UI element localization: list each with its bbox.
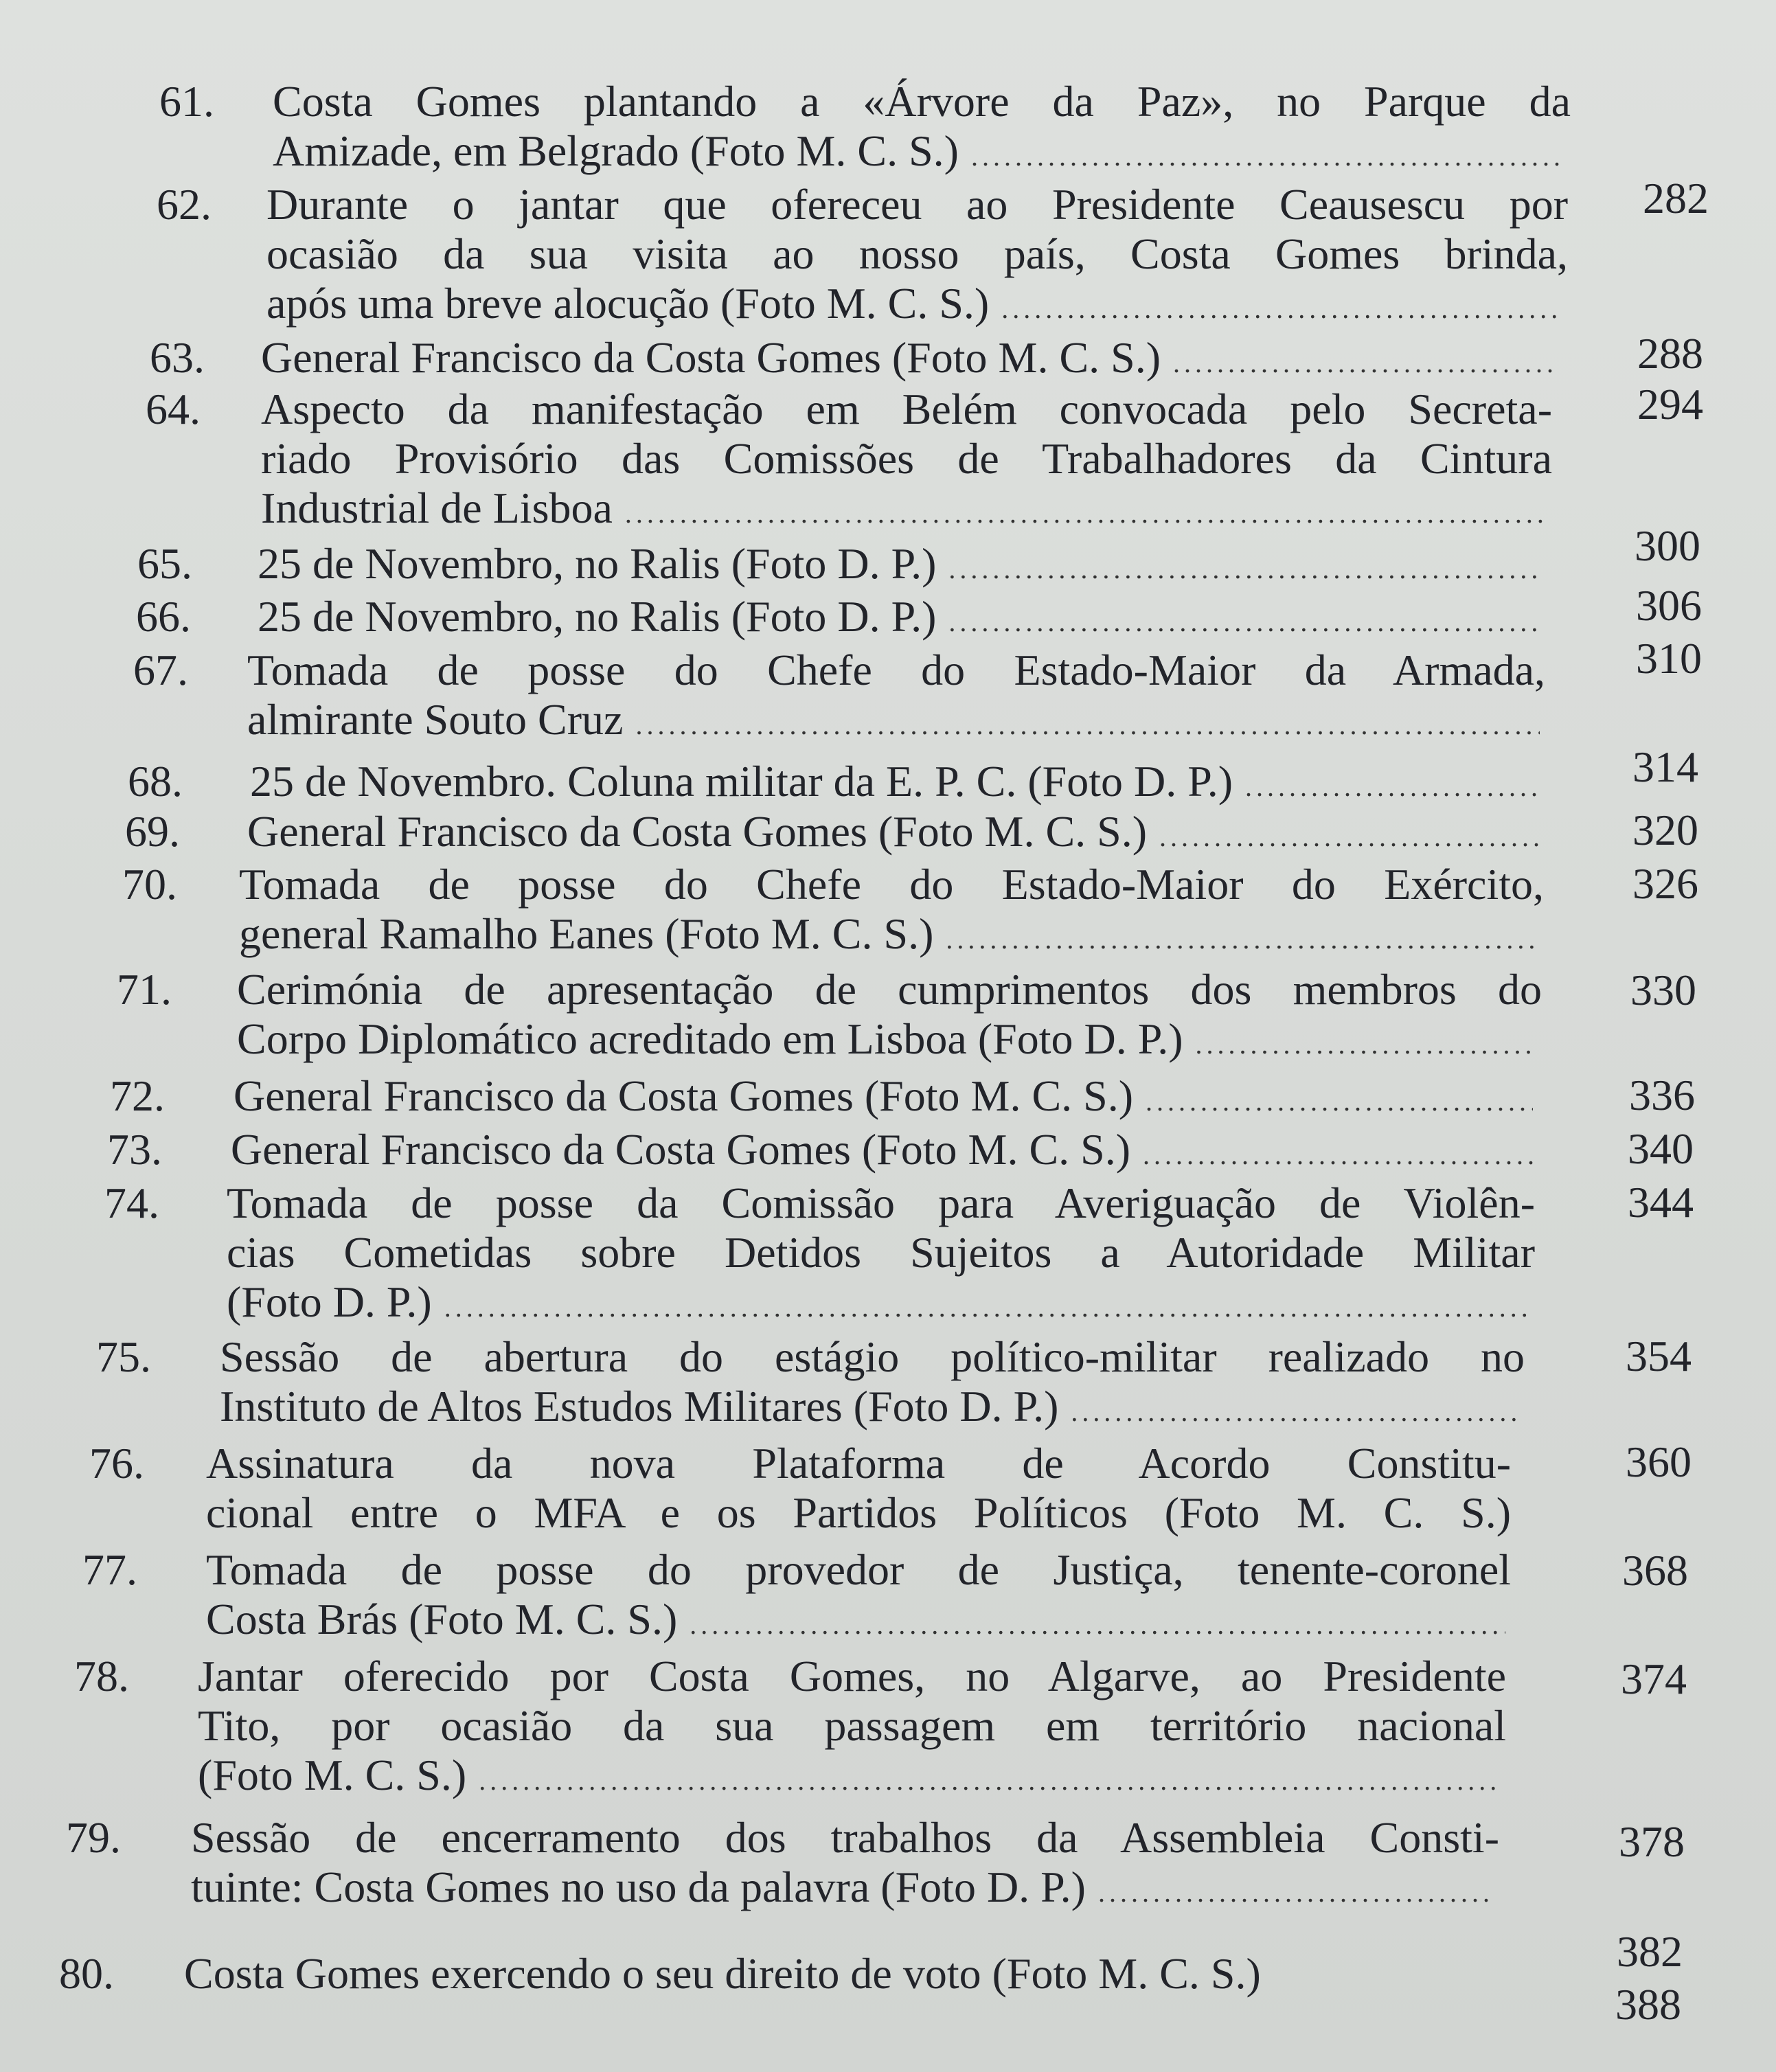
- caption-line: (Foto D. P.) .....: [227, 1277, 1535, 1327]
- entry-caption: [231, 1125, 1539, 1174]
- leader-dots: [690, 1600, 1505, 1650]
- caption-line: 25 de Novembro, no Ralis (Foto D. P.) .....: [258, 592, 1549, 641]
- leader-dots: [444, 1283, 1529, 1332]
- entry-number: 70.: [122, 860, 177, 909]
- caption-line: Amizade, em Belgrado (Foto M. C. S.) .....: [273, 126, 1571, 176]
- caption-line: Sessão de abertura do estágio político-militar realizado no: [220, 1332, 1525, 1381]
- index-entry-71: [117, 965, 1545, 1068]
- entry-number: 63.: [150, 333, 205, 382]
- index-entry-72: [110, 1071, 1538, 1123]
- leader-dots: [479, 1756, 1501, 1806]
- page-number: 368: [1622, 1546, 1688, 1595]
- leader-dots: [625, 489, 1547, 538]
- page-number: 294: [1637, 380, 1703, 429]
- caption-line: Sessão de encerramento dos trabalhos da Assembleia Consti-: [191, 1813, 1499, 1862]
- index-entry-78: [74, 1652, 1506, 1803]
- entry-number: 67.: [133, 646, 188, 694]
- page-number: 378: [1619, 1817, 1685, 1866]
- leader-dots: [1146, 1077, 1533, 1126]
- entry-caption: [266, 180, 1568, 328]
- caption-line: Tito, por ocasião da sua passagem em território nacional: [198, 1701, 1506, 1750]
- index-entry-68: [128, 757, 1556, 808]
- page-number: 310: [1636, 634, 1702, 683]
- page-number: 354: [1626, 1332, 1692, 1380]
- caption-line: Corpo Diplomático acreditado em Lisboa (Foto D. P.) .....: [237, 1014, 1542, 1064]
- entry-number: 61.: [159, 77, 214, 126]
- entry-number: 80.: [59, 1949, 114, 1998]
- entry-number: 76.: [89, 1439, 144, 1488]
- index-entry-62: [157, 180, 1585, 331]
- caption-line: Tomada de posse do Chefe do Estado-Maior da Armada,: [247, 646, 1545, 694]
- entry-caption: [250, 757, 1548, 806]
- entry-number: 72.: [110, 1071, 165, 1120]
- leader-dots: [971, 132, 1565, 181]
- entry-number: 66.: [136, 592, 191, 641]
- leader-dots: [948, 545, 1543, 594]
- leader-dots: [1001, 284, 1562, 334]
- entry-caption: [237, 965, 1542, 1064]
- caption-line: Costa Gomes exercendo o seu direito de voto (Foto M. C. S.): [184, 1949, 1261, 1998]
- caption-line: cias Cometidas sobre Detidos Sujeitos a Autoridade Militar: [227, 1228, 1535, 1277]
- entry-number: 73.: [107, 1125, 162, 1174]
- caption-line: 25 de Novembro, no Ralis (Foto D. P.) .....: [258, 539, 1549, 589]
- caption-line: Jantar oferecido por Costa Gomes, no Algarve, ao Presidente: [198, 1652, 1506, 1700]
- page-number: 300: [1635, 521, 1700, 570]
- entry-caption: [247, 807, 1545, 856]
- entry-number: 68.: [128, 757, 183, 806]
- leader-dots: [1196, 1020, 1536, 1069]
- caption-line: cional entre o MFA e os Partidos Políticos (Foto M. C. S.): [206, 1488, 1511, 1537]
- page-number: 320: [1632, 806, 1698, 854]
- caption-line: 25 de Novembro. Coluna militar da E. P. C. (Foto D. P.) .....: [250, 757, 1548, 806]
- entry-number: 77.: [82, 1545, 137, 1594]
- index-entry-80: [59, 1949, 1488, 2001]
- index-entry-61: [159, 77, 1588, 180]
- entry-number: 78.: [74, 1652, 129, 1700]
- entry-caption: [273, 77, 1571, 176]
- entry-number: 79.: [66, 1813, 121, 1862]
- entry-number: 64.: [146, 385, 201, 433]
- index-entry-77: [82, 1545, 1511, 1648]
- entry-number: 65.: [137, 539, 192, 588]
- caption-line: após uma breve alocução (Foto M. C. S.) .....: [266, 279, 1568, 328]
- leader-dots: [1159, 812, 1540, 862]
- page-number: 382: [1617, 1927, 1683, 1976]
- entry-number: 62.: [157, 180, 212, 229]
- caption-line: Costa Gomes plantando a «Árvore da Paz», no Parque da: [273, 77, 1571, 126]
- leader-dots: [948, 597, 1543, 647]
- page-number: 326: [1632, 859, 1698, 908]
- caption-line: Assinatura da nova Plataforma de Acordo Constitu-: [206, 1439, 1511, 1488]
- entry-caption: [227, 1179, 1535, 1327]
- page-number: 282: [1643, 174, 1709, 223]
- entry-caption: [261, 333, 1559, 383]
- entry-caption: [258, 592, 1549, 641]
- index-entry-64: [146, 385, 1574, 536]
- index-entry-76: [89, 1439, 1518, 1542]
- leader-dots: [1245, 762, 1542, 812]
- index-entry-75: [96, 1332, 1525, 1435]
- index-entry-74: [104, 1179, 1533, 1330]
- entry-caption: [247, 646, 1545, 744]
- page-number: 288: [1637, 329, 1703, 378]
- page-number: 336: [1629, 1071, 1695, 1119]
- caption-line: riado Provisório das Comissões de Trabalhadores da Cintura: [261, 434, 1552, 483]
- entry-caption: [234, 1071, 1538, 1121]
- caption-line: Costa Brás (Foto M. C. S.) .....: [206, 1595, 1511, 1644]
- page-number: 314: [1632, 742, 1698, 791]
- entry-caption: [261, 385, 1552, 533]
- index-entry-70: [122, 860, 1551, 963]
- leader-dots: [1098, 1868, 1494, 1917]
- leader-dots: [1143, 1130, 1534, 1180]
- index-entry-69: [125, 807, 1553, 858]
- caption-line: almirante Souto Cruz .....: [247, 695, 1545, 744]
- caption-line: Tomada de posse da Comissão para Averiguação de Violên-: [227, 1179, 1535, 1227]
- leader-dots: [635, 701, 1540, 750]
- entry-caption: [191, 1813, 1499, 1912]
- caption-line: General Francisco da Costa Gomes (Foto M. C. S.) .....: [231, 1125, 1539, 1174]
- entry-caption: [220, 1332, 1525, 1431]
- page-number: 344: [1628, 1178, 1694, 1227]
- leader-dots: [1173, 339, 1553, 388]
- caption-line: (Foto M. C. S.) .....: [198, 1751, 1506, 1800]
- entry-number: 69.: [125, 807, 180, 856]
- entry-number: 71.: [117, 965, 172, 1014]
- index-entry-67: [133, 646, 1562, 749]
- entry-caption: [206, 1439, 1511, 1538]
- leader-dots: [946, 915, 1538, 964]
- entry-caption: [258, 539, 1549, 589]
- entry-caption: [239, 860, 1544, 959]
- caption-line: General Francisco da Costa Gomes (Foto M. C. S.) .....: [247, 807, 1545, 856]
- index-entry-63: [150, 333, 1578, 385]
- entry-caption: [198, 1652, 1506, 1800]
- caption-line: Cerimónia de apresentação de cumprimentos dos membros do: [237, 965, 1542, 1014]
- page-number: 374: [1621, 1654, 1687, 1703]
- caption-line: General Francisco da Costa Gomes (Foto M. C. S.) .....: [261, 333, 1559, 383]
- caption-line: General Francisco da Costa Gomes (Foto M. C. S.) .....: [234, 1071, 1538, 1121]
- caption-line: tuinte: Costa Gomes no uso da palavra (Foto D. P.) .....: [191, 1863, 1499, 1912]
- index-entry-65: [137, 539, 1566, 591]
- caption-line: Durante o jantar que ofereceu ao Presidente Ceausescu por: [266, 180, 1568, 229]
- caption-line: Aspecto da manifestação em Belém convocada pelo Secreta-: [261, 385, 1552, 433]
- caption-line: Tomada de posse do Chefe do Estado-Maior do Exército,: [239, 860, 1544, 909]
- caption-line: ocasião da sua visita ao nosso país, Costa Gomes brinda,: [266, 229, 1568, 278]
- entry-caption: [184, 1949, 1489, 1999]
- index-entry-79: [66, 1813, 1499, 1916]
- entry-number: 75.: [96, 1332, 151, 1381]
- page-number: 330: [1630, 966, 1696, 1014]
- leader-dots: [1071, 1387, 1519, 1437]
- caption-line: Tomada de posse do provedor de Justiça, tenente-coronel: [206, 1545, 1511, 1594]
- index-entry-66: [136, 592, 1564, 644]
- entry-caption: [206, 1545, 1511, 1644]
- index-entry-73: [107, 1125, 1536, 1176]
- page-number: 360: [1626, 1437, 1692, 1486]
- entry-number: 74.: [104, 1179, 159, 1227]
- page-number: 388: [1615, 1980, 1681, 2029]
- caption-line: Industrial de Lisboa .....: [261, 483, 1552, 533]
- page-number: 340: [1628, 1124, 1694, 1173]
- page-number: 306: [1636, 581, 1702, 630]
- caption-line: general Ramalho Eanes (Foto M. C. S.) .....: [239, 909, 1544, 959]
- caption-line: Instituto de Altos Estudos Militares (Foto D. P.) .....: [220, 1382, 1525, 1431]
